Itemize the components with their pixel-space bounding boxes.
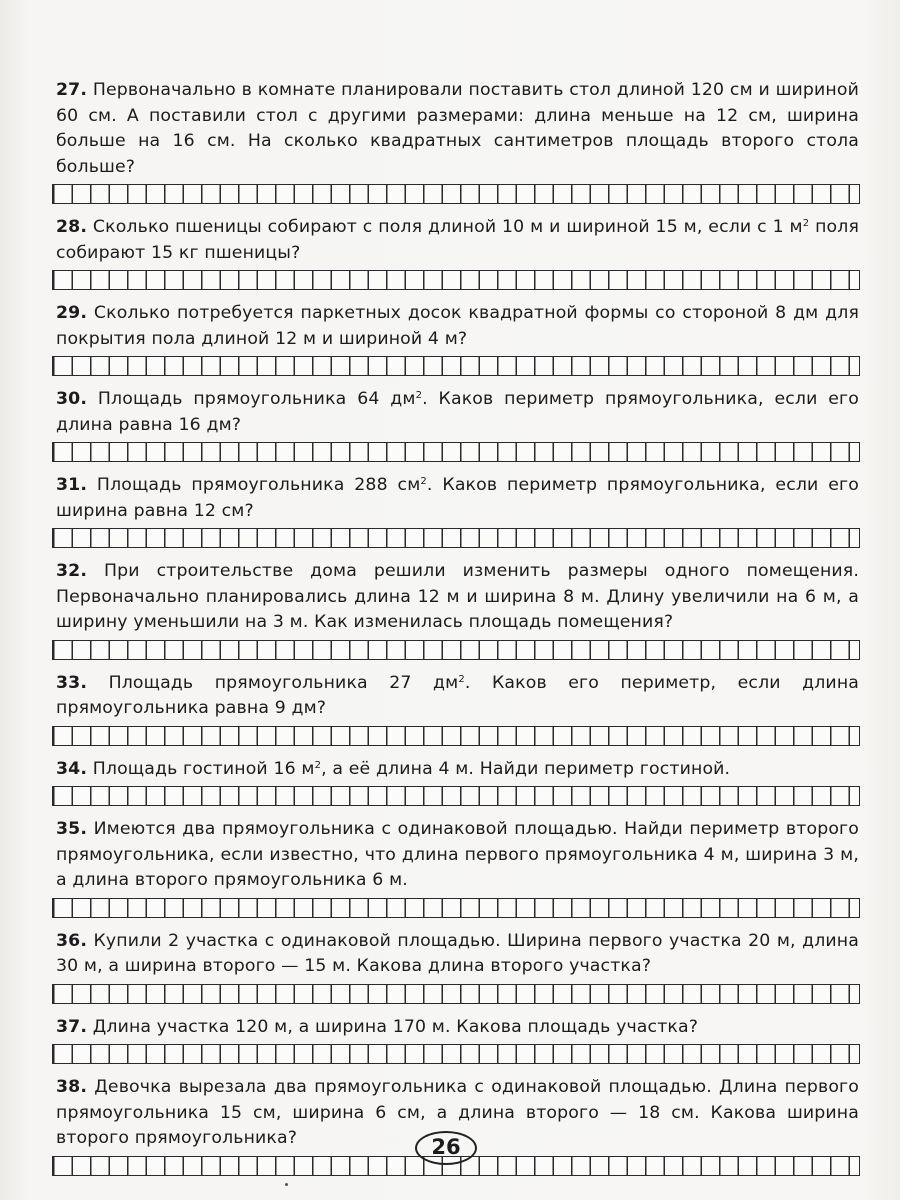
- task-text: [56, 215, 859, 266]
- task-text-part: Длина участка 120 м, а ширина 170 м. Какова площадь участка?: [92, 1016, 699, 1037]
- superscript: 2: [420, 476, 427, 487]
- task-35: [50, 817, 862, 918]
- task-text: [56, 78, 859, 180]
- task-text: [56, 301, 859, 352]
- task-text: [56, 817, 859, 894]
- task-text-part: . Каков периметр прямоугольника, если его длина равна 16 дм?: [56, 389, 859, 435]
- task-text: [56, 387, 859, 438]
- task-text-part: поля собирают 15 кг пшеницы?: [56, 217, 859, 263]
- task-text-part: Площадь прямоугольника 288 см: [96, 475, 421, 495]
- task-34: [50, 757, 862, 807]
- task-number: 38.: [56, 1077, 88, 1097]
- task-text-part: Первоначально в комнате планировали поставить стол длиной 120 см и шириной 60 см. А поставили стол с другими размерами: длина меньше на 12 см, ширина больше на 16 см. На сколько квадратных сантиметров площадь второго стола больше?: [56, 80, 859, 177]
- answer-grid[interactable]: [52, 726, 860, 746]
- task-text-part: Купили 2 участка с одинаковой площадью. Ширина первого участка 20 м, длина 30 м, а ширина второго — 15 м. Какова длина второго участка?: [56, 930, 859, 976]
- superscript: 2: [314, 759, 322, 771]
- task-text: [56, 1015, 859, 1041]
- task-text: [56, 757, 859, 783]
- answer-grid[interactable]: [52, 528, 860, 548]
- task-number: 31.: [56, 475, 88, 495]
- superscript: 2: [458, 673, 465, 685]
- task-28: [50, 215, 862, 290]
- superscript: 2: [802, 218, 810, 229]
- task-text-part: Имеются два прямоугольника с одинаковой площадью. Найди периметр второго прямоугольника, если известно, что длина первого прямоугольника 4 м, ширина 3 м, а длина второго прямоугольника 6 м.: [56, 819, 859, 890]
- task-37: [50, 1015, 862, 1065]
- task-text-part: Площадь прямоугольника 64 дм: [97, 389, 416, 409]
- task-text-part: Девочка вырезала два прямоугольника с одинаковой площадью. Длина первого прямоугольника 15 см, ширина 6 см, а длина второго — 18 см. Какова ширина второго прямоугольника?: [56, 1077, 859, 1148]
- task-number: 28.: [56, 217, 88, 237]
- task-number: 27.: [56, 80, 88, 100]
- task-text-part: Площадь прямоугольника 27 дм: [108, 672, 459, 693]
- task-32: [50, 559, 862, 660]
- task-number: 35.: [56, 819, 88, 839]
- task-27: [50, 78, 862, 204]
- superscript: 2: [415, 390, 423, 401]
- task-number: 37.: [56, 1016, 88, 1037]
- task-text-part: . Каков его периметр, если длина прямоугольника равна 9 дм?: [56, 672, 860, 718]
- task-list: [50, 78, 862, 1187]
- print-dot: [285, 1183, 288, 1186]
- task-text: [56, 929, 859, 980]
- answer-grid[interactable]: [52, 356, 860, 376]
- answer-grid[interactable]: [52, 786, 860, 806]
- task-number: 32.: [56, 561, 88, 581]
- task-text-part: При строительстве дома решили изменить размеры одного помещения. Первоначально планировались длина 12 м и ширина 8 м. Длину увеличили на 6 м, а ширину уменьшили на 3 м. Как изменилась площадь помещения?: [56, 561, 859, 632]
- task-number: 36.: [56, 930, 88, 951]
- task-33: [50, 671, 862, 746]
- answer-grid[interactable]: [52, 984, 860, 1004]
- task-30: [50, 387, 862, 462]
- answer-grid[interactable]: [52, 640, 860, 660]
- answer-grid[interactable]: [52, 442, 860, 462]
- answer-grid[interactable]: [52, 270, 860, 290]
- task-text: [56, 671, 859, 722]
- task-text-part: . Каков периметр прямоугольника, если его ширина равна 12 см?: [56, 475, 859, 521]
- answer-grid[interactable]: [52, 898, 860, 918]
- task-number: 33.: [56, 672, 88, 693]
- answer-grid[interactable]: [52, 184, 860, 204]
- task-text: [56, 473, 859, 524]
- task-31: [50, 473, 862, 548]
- task-text: [56, 559, 859, 636]
- task-29: [50, 301, 862, 376]
- task-number: 34.: [56, 758, 88, 779]
- task-text-part: , а её длина 4 м. Найди периметр гостиной.: [321, 758, 731, 779]
- task-number: 29.: [56, 303, 88, 323]
- task-36: [50, 929, 862, 1004]
- task-text-part: Сколько пшеницы собирают с поля длиной 10 м и шириной 15 м, если с 1 м: [92, 217, 803, 237]
- answer-grid[interactable]: [52, 1044, 860, 1064]
- page-number: 26: [415, 1131, 477, 1165]
- task-number: 30.: [56, 389, 88, 409]
- task-text-part: Площадь гостиной 16 м: [92, 758, 315, 779]
- task-text-part: Сколько потребуется паркетных досок квадратной формы со стороной 8 дм для покрытия пола длиной 12 м и шириной 4 м?: [56, 303, 859, 349]
